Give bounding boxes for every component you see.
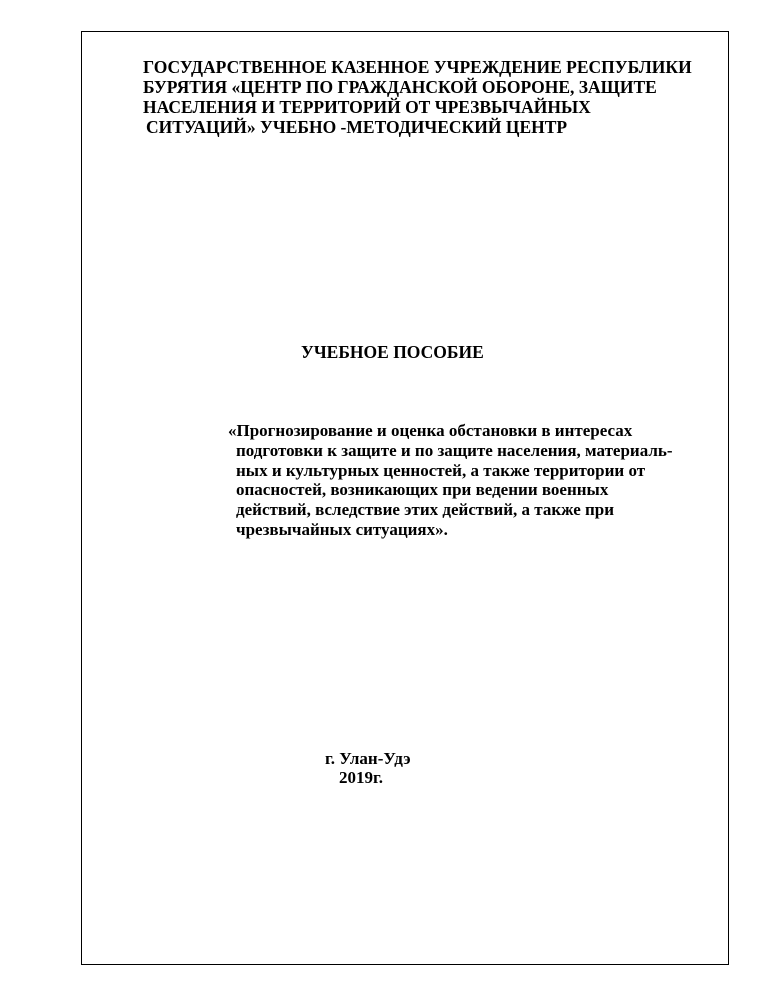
title-line-1: «Прогнозирование и оценка обстановки в интересах xyxy=(228,421,633,440)
title-line-3: ных и культурных ценностей, а также территории от xyxy=(236,461,646,480)
organization-line-2: БУРЯТИЯ «ЦЕНТР ПО ГРАЖДАНСКОЙ ОБОРОНЕ, ЗАЩИТЕ xyxy=(143,77,657,97)
imprint-city: г. Улан-Удэ xyxy=(325,749,411,768)
organization-line-4: СИТУАЦИЙ» УЧЕБНО -МЕТОДИЧЕСКИЙ ЦЕНТР xyxy=(146,117,568,137)
title-line-2: подготовки к защите и по защите населения, материаль- xyxy=(236,441,673,460)
organization-line-1: ГОСУДАРСТВЕННОЕ КАЗЕННОЕ УЧРЕЖДЕНИЕ РЕСПУБЛИКИ xyxy=(143,57,692,77)
organization-line-3: НАСЕЛЕНИЯ И ТЕРРИТОРИЙ ОТ ЧРЕЗВЫЧАЙНЫХ xyxy=(143,97,591,117)
title-line-6: чрезвычайных ситуациях». xyxy=(236,520,448,539)
title-line-5: действий, вследствие этих действий, а также при xyxy=(236,500,615,519)
document-type-heading: УЧЕБНОЕ ПОСОБИЕ xyxy=(301,342,484,362)
title-line-4: опасностей, возникающих при ведении военных xyxy=(236,480,609,499)
imprint-year: 2019г. xyxy=(339,768,384,787)
